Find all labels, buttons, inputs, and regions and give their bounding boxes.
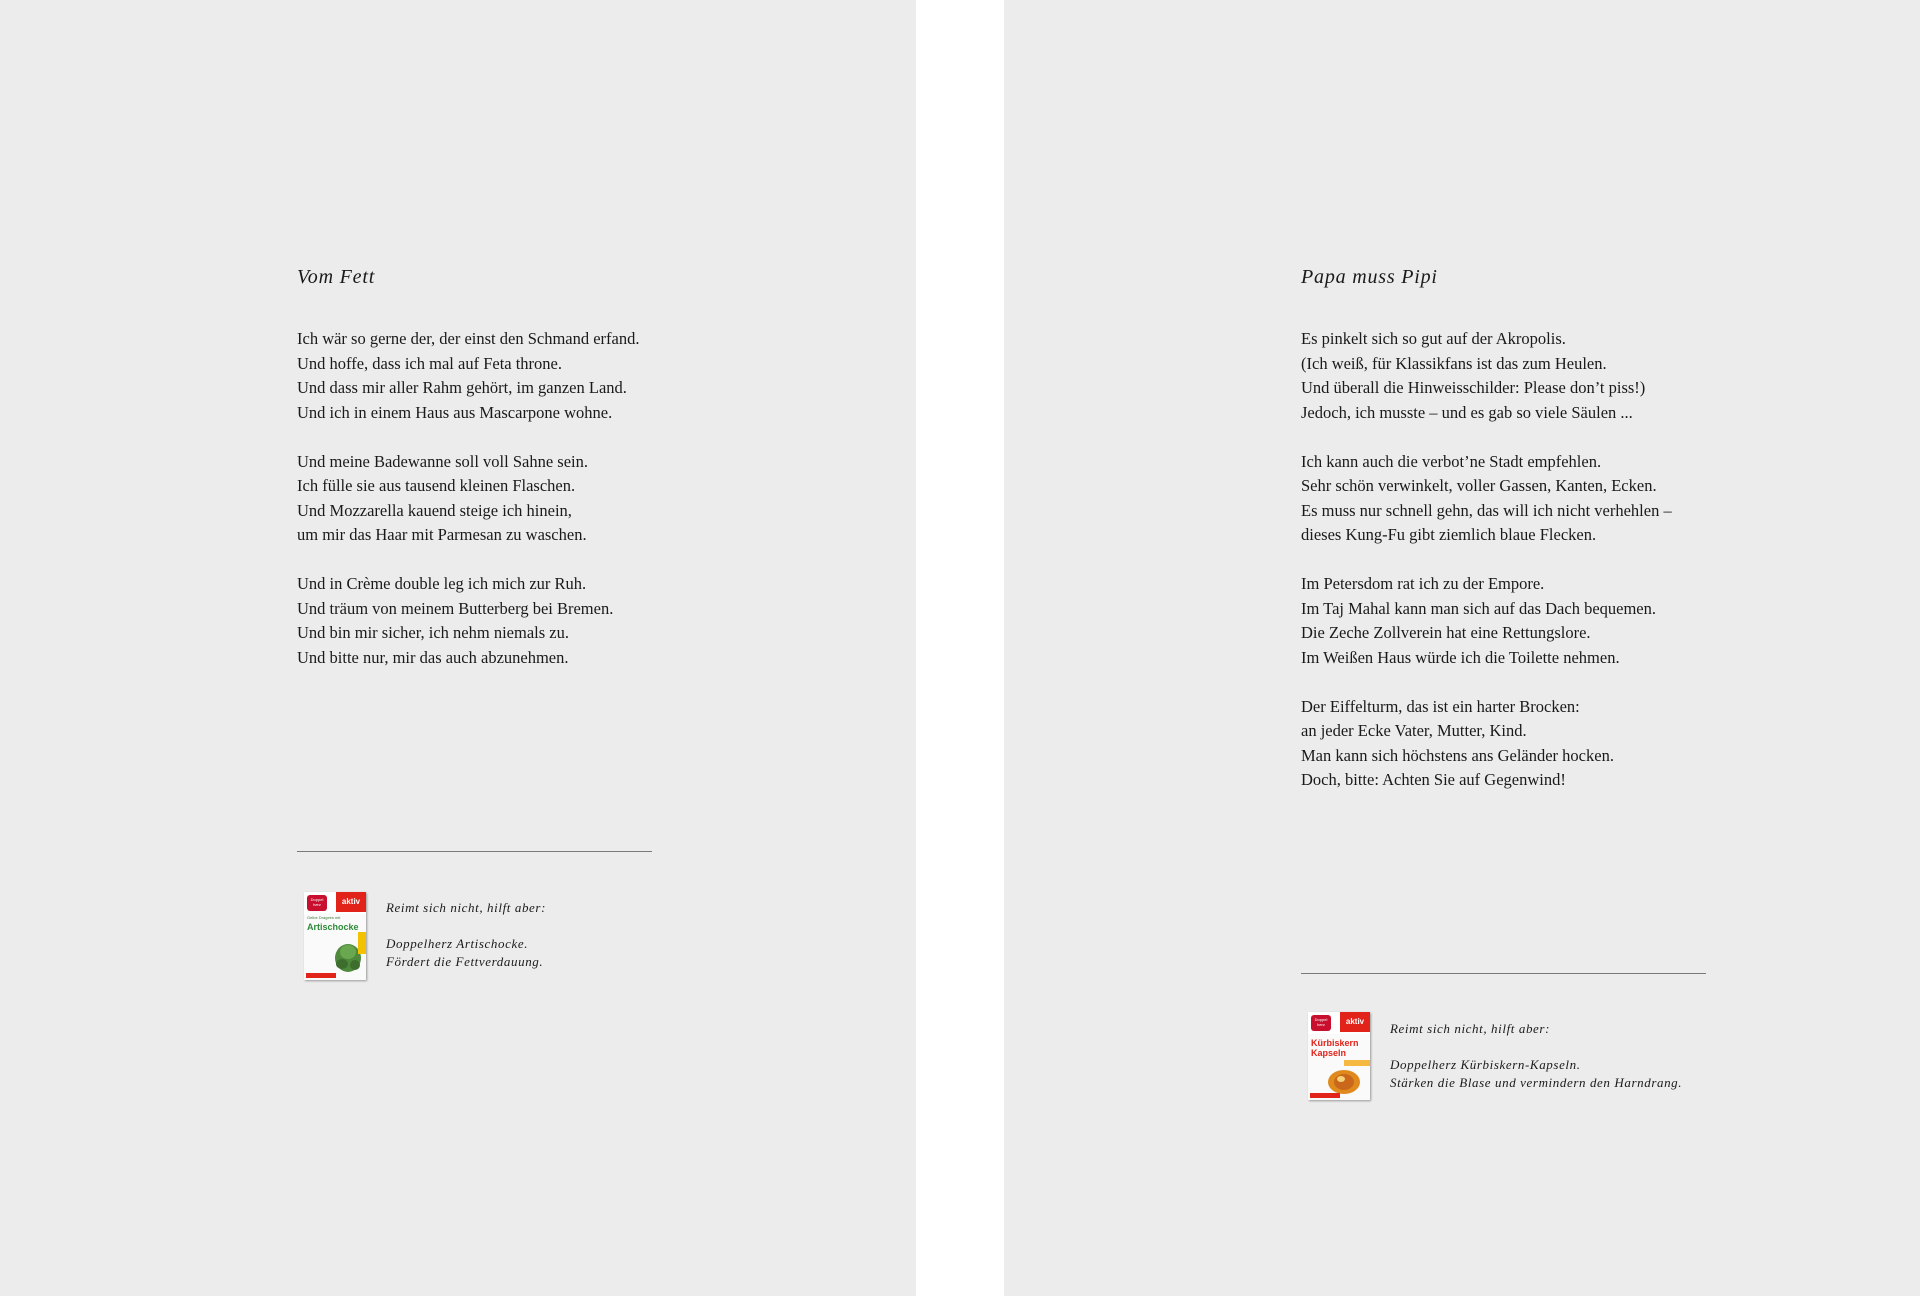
poem-line: (Ich weiß, für Klassikfans ist das zum Heulen. (1301, 353, 1607, 373)
poem-line: Und hoffe, dass ich mal auf Feta throne. (297, 353, 562, 373)
poem-line: dieses Kung-Fu gibt ziemlich blaue Flecken. (1301, 525, 1597, 544)
poem-line: Und bitte nur, mir das auch abzunehmen. (297, 647, 569, 667)
poem-line: Jedoch, ich musste – und es gab so viele Säulen ... (1301, 402, 1633, 422)
stanza (297, 450, 640, 548)
poem-line: Und bin mir sicher, ich nehm niemals zu. (297, 623, 569, 642)
stanza (1301, 450, 1672, 548)
aktiv-badge: aktiv (1340, 1012, 1370, 1032)
pack-subtitle: Gelbe Dragees mit (307, 915, 341, 920)
poem-line: um mir das Haar mit Parmesan zu waschen. (297, 525, 587, 544)
poem-line: Der Eiffelturm, das ist ein harter Brocken: (1301, 696, 1580, 716)
product-pack-kuerbiskern (1308, 1012, 1370, 1100)
brand-logo: Doppel herz (1311, 1015, 1331, 1031)
stanza (297, 327, 640, 425)
poem-line: Sehr schön verwinkelt, voller Gassen, Kanten, Ecken. (1301, 476, 1657, 495)
brand-logo: Doppel herz (307, 895, 327, 911)
left-page (0, 0, 916, 1296)
aktiv-badge: aktiv (336, 892, 366, 912)
poem-line: Und überall die Hinweisschilder: Please don’t piss!) (1301, 378, 1646, 397)
poem-line: Doch, bitte: Achten Sie auf Gegenwind! (1301, 770, 1566, 789)
poem-line: Ich wär so gerne der, der einst den Schmand erfand. (297, 329, 640, 348)
ad-tagline: Reimt sich nicht, hilft aber: (386, 900, 547, 915)
poem-title: Papa muss Pipi (1301, 266, 1438, 288)
count-strip (1310, 1093, 1340, 1098)
pack-product-name: Artischocke (307, 922, 359, 932)
poem-line: Man kann sich höchstens ans Geländer hocken. (1301, 745, 1614, 765)
poem-line: an jeder Ecke Vater, Mutter, Kind. (1301, 721, 1527, 740)
ad-copy (1390, 1020, 1682, 1092)
divider-rule (1301, 973, 1706, 974)
poem-line: Es pinkelt sich so gut auf der Akropolis. (1301, 329, 1566, 348)
product-pack-artischocke (304, 892, 366, 980)
pack-product-name: Kürbiskern Kapseln (1311, 1038, 1359, 1058)
divider-rule (297, 851, 652, 852)
stanza (1301, 327, 1672, 425)
ad-product-line: Doppelherz Kürbiskern-Kapseln. (1390, 1057, 1581, 1072)
artichoke-icon (304, 892, 366, 980)
right-page (1004, 0, 1920, 1296)
poem-line: Im Weißen Haus würde ich die Toilette nehmen. (1301, 647, 1620, 667)
poem-title: Vom Fett (297, 266, 376, 288)
poem-line: Ich kann auch die verbot’ne Stadt empfehlen. (1301, 451, 1602, 471)
pumpkin-seed-capsule-icon (1308, 1012, 1370, 1100)
poem-line: Und in Crème double leg ich mich zur Ruh. (297, 574, 587, 593)
poem-body (1301, 327, 1672, 817)
ad-tagline: Reimt sich nicht, hilft aber: (1390, 1021, 1551, 1036)
poem-line: Und dass mir aller Rahm gehört, im ganzen Land. (297, 378, 627, 397)
poem-line: Ich fülle sie aus tausend kleinen Flaschen. (297, 476, 576, 495)
stanza (1301, 572, 1672, 670)
poem-line: Die Zeche Zollverein hat eine Rettungslore. (1301, 623, 1591, 642)
ad-product-line: Doppelherz Artischocke. (386, 936, 529, 951)
count-strip (306, 973, 336, 978)
ad-copy (386, 899, 546, 971)
ad-benefit-line: Stärken die Blase und vermindern den Harndrang. (1390, 1075, 1683, 1090)
poem-line: Und meine Badewanne soll voll Sahne sein. (297, 451, 588, 471)
stanza (1301, 695, 1672, 793)
poem-line: Und Mozzarella kauend steige ich hinein, (297, 500, 572, 520)
ad-benefit-line: Fördert die Fettverdauung. (386, 954, 544, 969)
stanza (297, 572, 640, 670)
poem-line: Und träum von meinem Butterberg bei Bremen. (297, 598, 614, 618)
poem-line: Und ich in einem Haus aus Mascarpone wohne. (297, 402, 613, 422)
poem-line: Im Taj Mahal kann man sich auf das Dach bequemen. (1301, 598, 1657, 618)
poem-line: Es muss nur schnell gehn, das will ich nicht verhehlen – (1301, 500, 1672, 520)
poem-body (297, 327, 640, 695)
poem-line: Im Petersdom rat ich zu der Empore. (1301, 574, 1545, 593)
